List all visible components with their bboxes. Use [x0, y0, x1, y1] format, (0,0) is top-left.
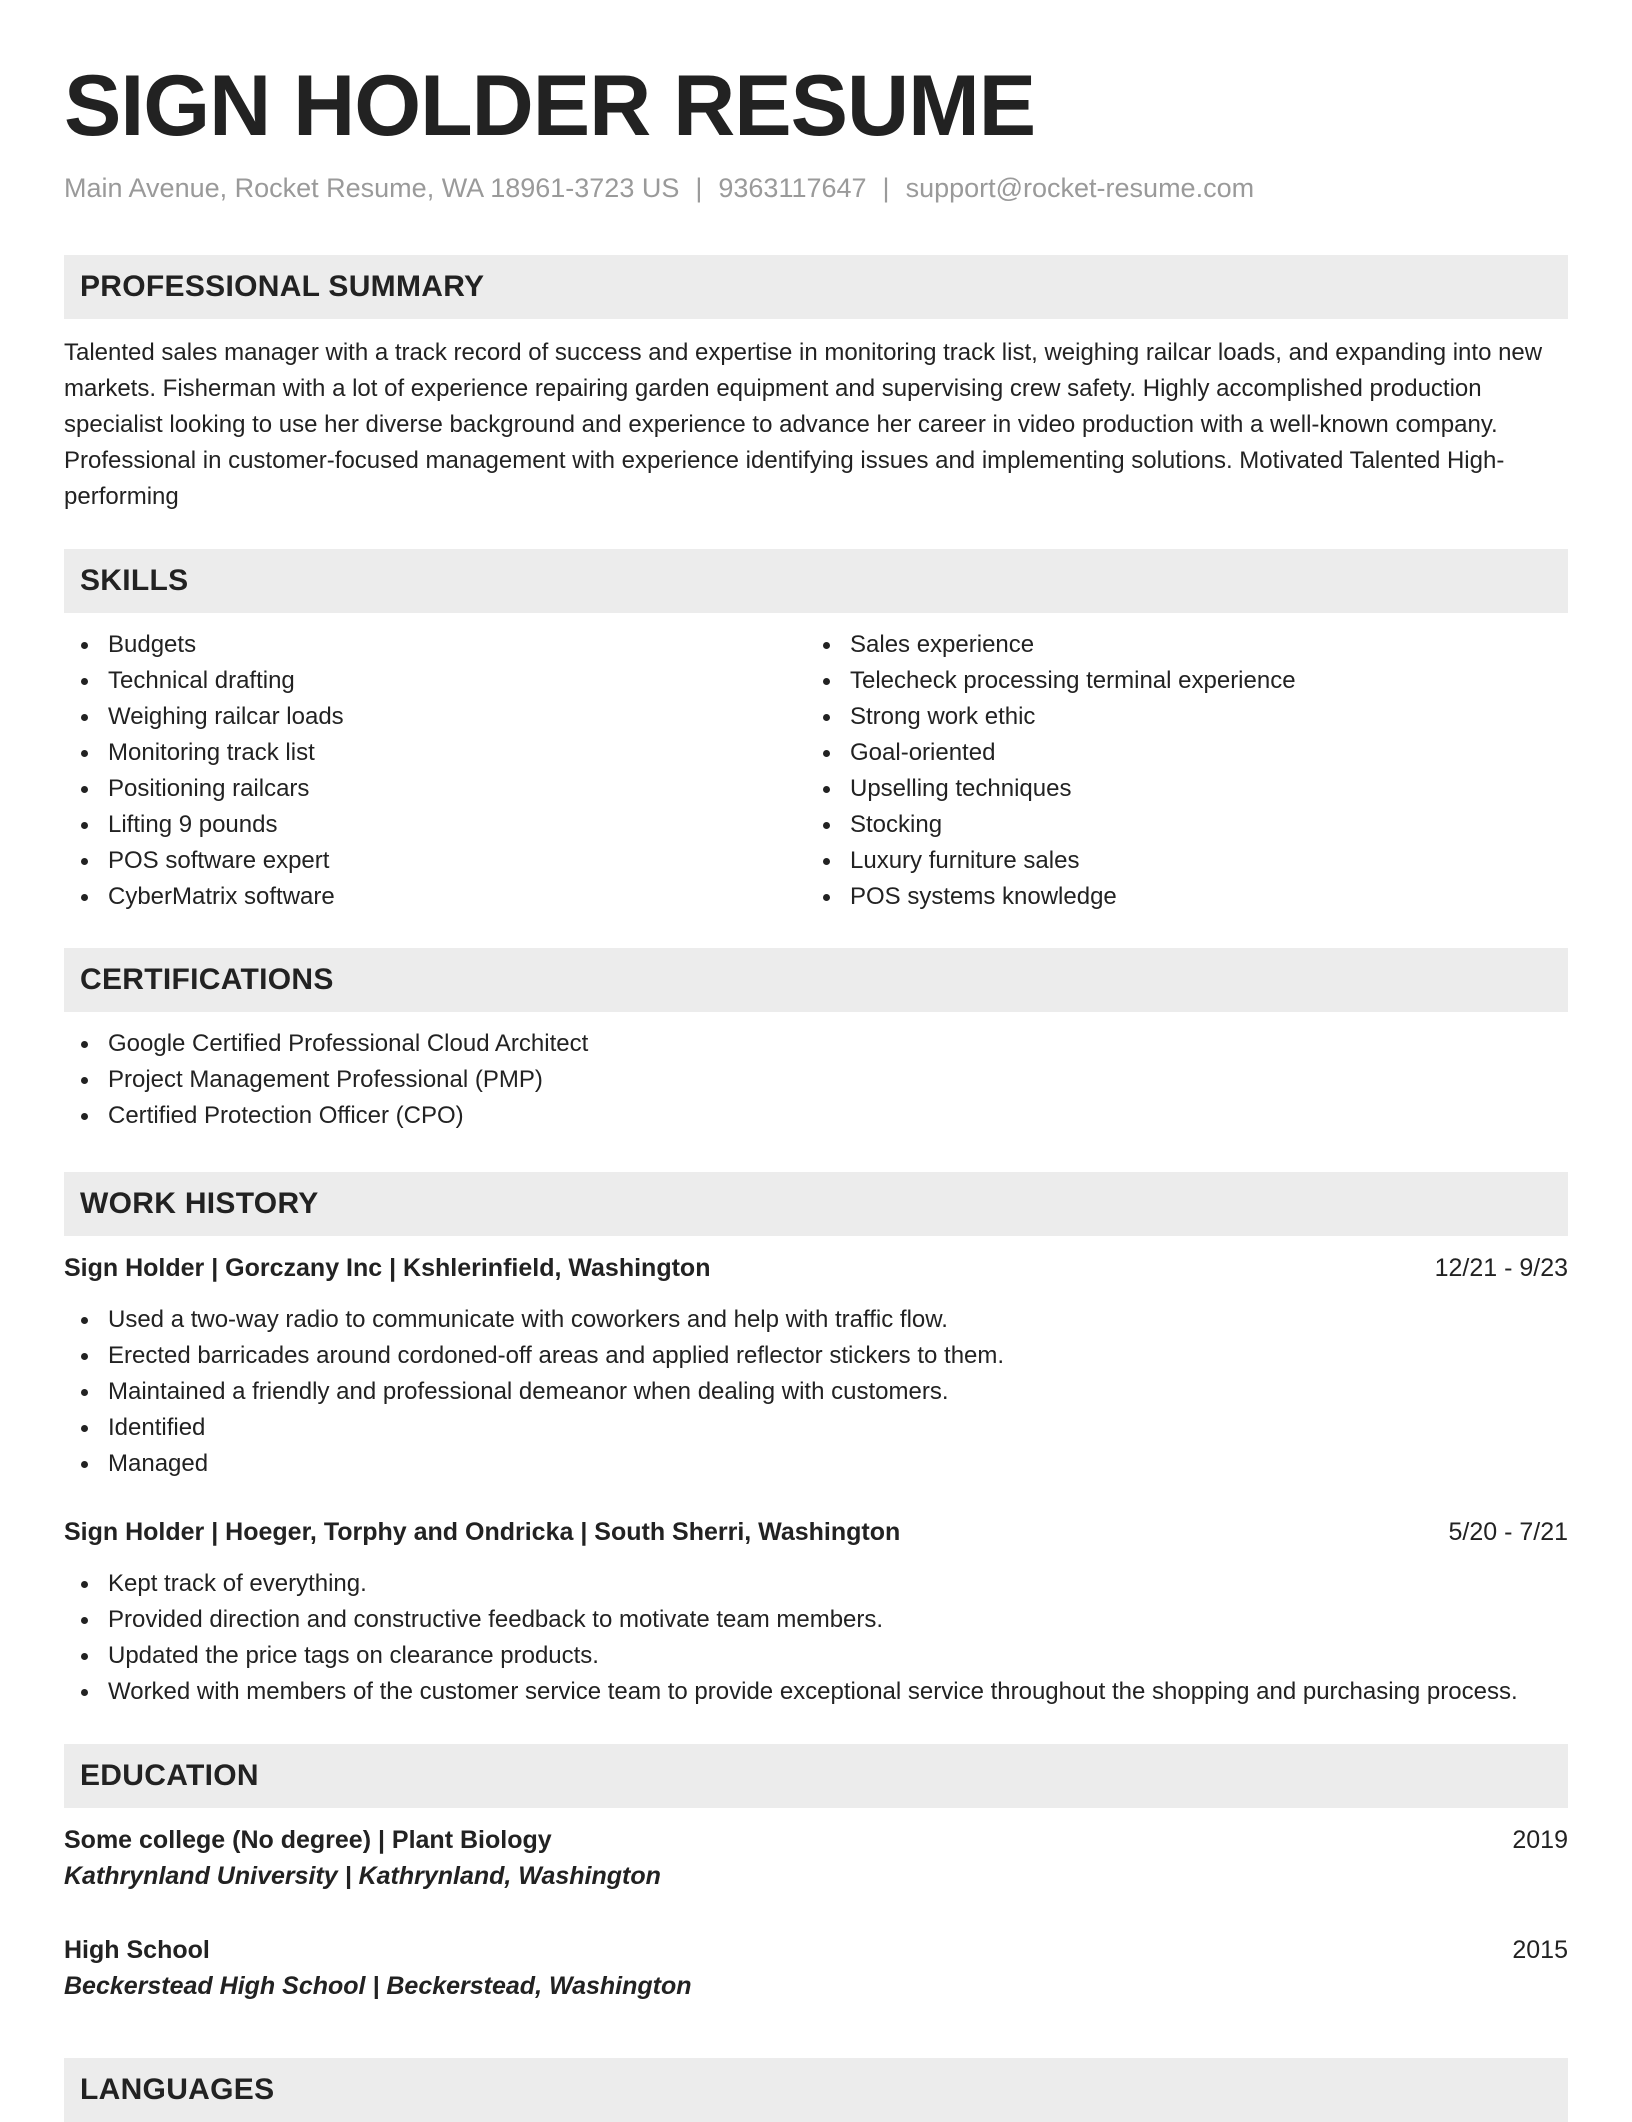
- education-year: 2015: [1512, 1936, 1568, 1964]
- job-duty: Updated the price tags on clearance products.: [64, 1638, 1568, 1674]
- resume-title: SIGN HOLDER RESUME: [64, 58, 1036, 154]
- skill-item: Monitoring track list: [64, 735, 806, 771]
- summary-heading: PROFESSIONAL SUMMARY: [64, 255, 1568, 319]
- job-header: [64, 1514, 1568, 1550]
- education-heading: EDUCATION: [64, 1744, 1568, 1808]
- education-degree: High School: [64, 1936, 210, 1964]
- contact-email[interactable]: support@rocket-resume.com: [905, 173, 1255, 203]
- skills-column-left: [64, 627, 806, 915]
- job-duty: Used a two-way radio to communicate with coworkers and help with traffic flow.: [64, 1302, 1568, 1338]
- job-duties: [64, 1302, 1568, 1482]
- job-title: Sign Holder | Gorczany Inc | Kshlerinfield, Washington: [64, 1254, 711, 1282]
- job-title: Sign Holder | Hoeger, Torphy and Ondricka | South Sherri, Washington: [64, 1518, 901, 1546]
- job-duty: Worked with members of the customer service team to provide exceptional service throughout the shopping and purchasing process.: [64, 1674, 1568, 1710]
- certification-item: Google Certified Professional Cloud Architect: [64, 1026, 1568, 1062]
- certification-item: Certified Protection Officer (CPO): [64, 1098, 1568, 1134]
- work-history-heading: WORK HISTORY: [64, 1172, 1568, 1236]
- skill-item: Lifting 9 pounds: [64, 807, 806, 843]
- job-duty: Maintained a friendly and professional demeanor when dealing with customers.: [64, 1374, 1568, 1410]
- skills-grid: [64, 627, 1568, 915]
- skill-item: CyberMatrix software: [64, 879, 806, 915]
- certifications-list: [64, 1026, 1568, 1134]
- skill-item: POS software expert: [64, 843, 806, 879]
- education-header: [64, 1932, 1568, 1968]
- skill-item: Weighing railcar loads: [64, 699, 806, 735]
- job-entry: [64, 1250, 1568, 1482]
- education-school: Kathrynland University | Kathrynland, Washington: [64, 1862, 661, 1890]
- skills-heading: SKILLS: [64, 549, 1568, 613]
- skill-item: Goal-oriented: [806, 735, 1548, 771]
- job-duties: [64, 1566, 1568, 1710]
- skill-item: Budgets: [64, 627, 806, 663]
- job-dates: 12/21 - 9/23: [1434, 1254, 1568, 1282]
- education-entry: [64, 1932, 1568, 2004]
- skill-item: Strong work ethic: [806, 699, 1548, 735]
- skill-item: Upselling techniques: [806, 771, 1548, 807]
- contact-line: [64, 170, 1568, 206]
- skill-item: Stocking: [806, 807, 1548, 843]
- contact-address: Main Avenue, Rocket Resume, WA 18961-3723 US: [64, 173, 680, 203]
- job-duty: Provided direction and constructive feedback to motivate team members.: [64, 1602, 1568, 1638]
- job-header: [64, 1250, 1568, 1286]
- education-header: [64, 1822, 1568, 1858]
- job-duty: Identified: [64, 1410, 1568, 1446]
- education-year: 2019: [1512, 1826, 1568, 1854]
- education-school: Beckerstead High School | Beckerstead, Washington: [64, 1972, 692, 2000]
- job-entry: [64, 1514, 1568, 1710]
- contact-phone: 9363117647: [718, 173, 867, 203]
- contact-separator: |: [882, 173, 890, 203]
- education-entry: [64, 1822, 1568, 1894]
- skill-item: Positioning railcars: [64, 771, 806, 807]
- skill-item: Luxury furniture sales: [806, 843, 1548, 879]
- skill-item: Technical drafting: [64, 663, 806, 699]
- job-duty: Erected barricades around cordoned-off areas and applied reflector stickers to them.: [64, 1338, 1568, 1374]
- resume-page: [64, 0, 1568, 2122]
- skills-column-right: [806, 627, 1548, 915]
- job-duty: Kept track of everything.: [64, 1566, 1568, 1602]
- languages-heading: LANGUAGES: [64, 2058, 1568, 2122]
- certifications-heading: CERTIFICATIONS: [64, 948, 1568, 1012]
- skill-item: POS systems knowledge: [806, 879, 1548, 915]
- job-duty: Managed: [64, 1446, 1568, 1482]
- skill-item: Sales experience: [806, 627, 1548, 663]
- contact-separator: |: [695, 173, 703, 203]
- job-dates: 5/20 - 7/21: [1448, 1518, 1568, 1546]
- education-degree: Some college (No degree) | Plant Biology: [64, 1826, 552, 1854]
- summary-text: Talented sales manager with a track record of success and expertise in monitoring track list, weighing railcar loads, and expanding into new markets. Fisherman with a lot of experience repairing garden equipment and supervising crew safety. Highly accomplished production specialist looking to use her diverse background and experience to advance her career in video production with a well-known company. Professional in customer-focused management with experience identifying issues and implementing solutions. Motivated Talented High-performing: [64, 339, 1543, 510]
- certification-item: Project Management Professional (PMP): [64, 1062, 1568, 1098]
- skill-item: Telecheck processing terminal experience: [806, 663, 1548, 699]
